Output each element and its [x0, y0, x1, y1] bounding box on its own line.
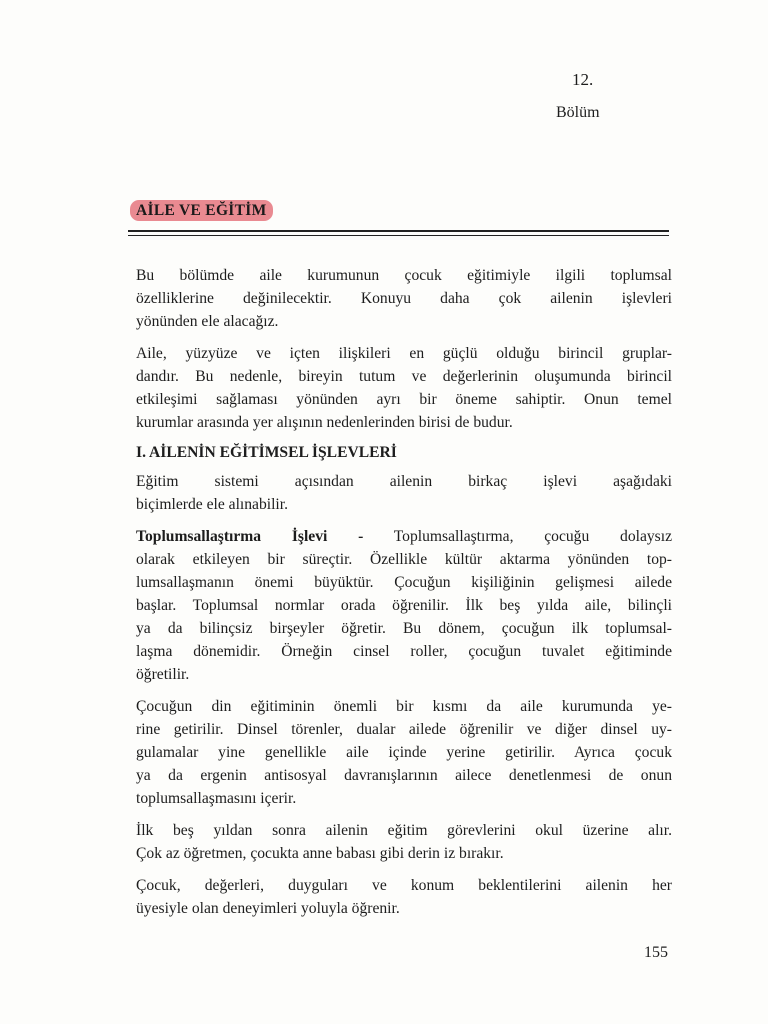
- paragraph-line: [136, 264, 672, 287]
- paragraph-line: [136, 388, 672, 411]
- title-rule-thick: [128, 230, 669, 232]
- paragraph-line: [136, 819, 672, 842]
- paragraph-line: [136, 640, 672, 663]
- line-text: Çok az öğretmen, çocukta anne babası gibi derin iz bırakır.: [136, 845, 504, 862]
- line-text: Çocuğun din eğitiminin önemli bir kısmı da aile kurumunda ye-: [136, 698, 672, 715]
- paragraph-line: [136, 594, 672, 617]
- paragraph-line: [136, 741, 672, 764]
- line-text: Aile, yüzyüze ve içten ilişkileri en güçlü olduğu birincil gruplar-: [136, 345, 672, 362]
- paragraph: [136, 695, 672, 810]
- paragraph-line: [136, 310, 672, 333]
- line-text: üyesiyle olan deneyimleri yoluyla öğrenir.: [136, 900, 400, 917]
- paragraph-line: [136, 764, 672, 787]
- paragraph-line: [136, 897, 672, 920]
- paragraph: [136, 525, 672, 686]
- title-rule-thin: [128, 235, 669, 236]
- paragraph-line: [136, 411, 672, 434]
- paragraph-line: [136, 663, 672, 686]
- line-text: özelliklerine değinilecektir. Konuyu daha çok ailenin işlevleri: [136, 290, 672, 307]
- line-text: laşma dönemidir. Örneğin cinsel roller, çocuğun tuvalet eğitiminde: [136, 643, 672, 660]
- paragraph-line: [136, 571, 672, 594]
- page-number: 155: [644, 944, 668, 961]
- paragraph-line: [136, 287, 672, 310]
- chapter-body: [136, 264, 672, 929]
- line-text: ya da ergenin antisosyal davranışlarının ailece denetlenmesi de onun: [136, 767, 672, 784]
- line-text: yönünden ele alacağız.: [136, 313, 279, 330]
- chapter-title-wrap: [130, 200, 273, 221]
- line-text: lumsallaşmanın önemi büyüktür. Çocuğun kişiliğinin gelişmesi ailede: [136, 574, 672, 591]
- paragraph: [136, 264, 672, 333]
- line-text: olarak etkileyen bir süreçtir. Özellikle kültür aktarma yönünden top-: [136, 551, 672, 568]
- paragraph: [136, 470, 672, 516]
- line-text: Bu bölümde aile kurumunun çocuk eğitimiyle ilgili toplumsal: [136, 267, 672, 284]
- line-text: başlar. Toplumsal normlar orada öğrenilir. İlk beş yılda aile, bilinçli: [136, 597, 672, 614]
- paragraph-line: [136, 548, 672, 571]
- section-paragraphs: [136, 470, 672, 920]
- chapter-title: AİLE VE EĞİTİM: [130, 200, 273, 221]
- paragraph-line: [136, 695, 672, 718]
- line-text: Toplumsallaştırma, çocuğu dolaysız: [363, 528, 672, 545]
- paragraph-line: [136, 365, 672, 388]
- paragraph: [136, 874, 672, 920]
- line-text: etkileşimi sağlaması yönünden ayrı bir öneme sahiptir. Onun temel: [136, 391, 672, 408]
- paragraph-line: [136, 874, 672, 897]
- line-text: biçimlerde ele alınabilir.: [136, 496, 288, 513]
- paragraph-line: [136, 470, 672, 493]
- line-text: öğretilir.: [136, 666, 190, 683]
- chapter-label: Bölüm: [556, 104, 600, 121]
- line-text: rine getirilir. Dinsel törenler, dualar ailede öğrenilir ve diğer dinsel uy-: [136, 721, 672, 738]
- line-text: gulamalar yine genellikle aile içinde yerine getirilir. Ayrıca çocuk: [136, 744, 672, 761]
- paragraph-line: [136, 787, 672, 810]
- line-text: Eğitim sistemi açısından ailenin birkaç işlevi aşağıdaki: [136, 473, 672, 490]
- paragraph-line: [136, 525, 672, 548]
- paragraph: [136, 342, 672, 434]
- line-text: İlk beş yıldan sonra ailenin eğitim görevlerini okul üzerine alır.: [136, 822, 672, 839]
- line-text: ya da bilinçsiz birşeyler öğretir. Bu dönem, çocuğun ilk toplumsal-: [136, 620, 672, 637]
- paragraph-lead: Toplumsallaştırma İşlevi -: [136, 528, 364, 545]
- line-text: kurumlar arasında yer alışının nedenlerinden birisi de budur.: [136, 414, 513, 431]
- line-text: Çocuk, değerleri, duyguları ve konum beklentilerini ailenin her: [136, 877, 672, 894]
- paragraph-line: [136, 842, 672, 865]
- chapter-number: 12.: [572, 70, 594, 89]
- section-heading: I. AİLENİN EĞİTİMSEL İŞLEVLERİ: [136, 444, 397, 461]
- paragraph: [136, 819, 672, 865]
- paragraph-line: [136, 493, 672, 516]
- paragraph-line: [136, 718, 672, 741]
- paragraph-line: [136, 342, 672, 365]
- line-text: dandır. Bu nedenle, bireyin tutum ve değerlerinin oluşumunda birincil: [136, 368, 672, 385]
- line-text: toplumsallaşmasını içerir.: [136, 790, 297, 807]
- paragraph-line: [136, 617, 672, 640]
- intro-paragraphs: [136, 264, 672, 434]
